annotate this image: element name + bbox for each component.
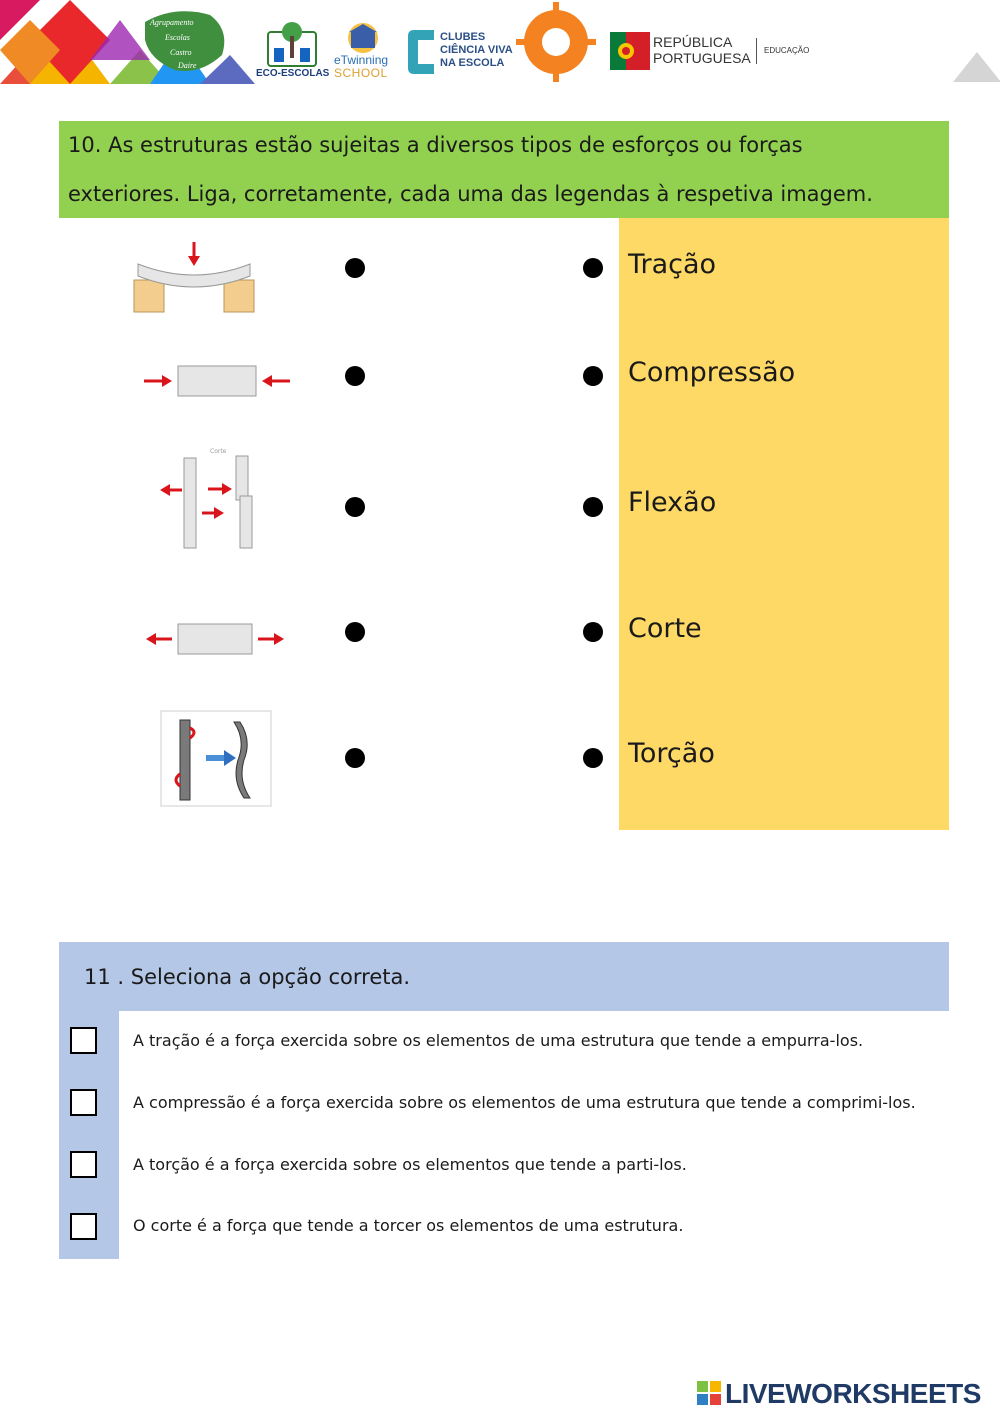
- match-dot-right-4[interactable]: [583, 622, 603, 642]
- match-dot-left-1[interactable]: [345, 258, 365, 278]
- bars-shear-icon: [156, 444, 260, 552]
- bar-compression-icon: [142, 362, 292, 400]
- match-dot-right-1[interactable]: [583, 258, 603, 278]
- gray-triangle-decoration: [953, 52, 1000, 82]
- label-torcao: Torção: [628, 738, 715, 769]
- question-10-text: [68, 121, 928, 219]
- label-corte: Corte: [628, 613, 702, 644]
- label-tracao: Tração: [628, 249, 717, 280]
- label-flexao: Flexão: [628, 487, 717, 518]
- liveworksheets-logo-icon: [697, 1381, 723, 1405]
- question-10-line2: exteriores. Liga, corretamente, cada uma das legendas à respetiva imagem.: [68, 182, 873, 206]
- question-11-title: 11 . Seleciona a opção correta.: [84, 965, 411, 989]
- option-text-1: A tração é a força exercida sobre os elementos de uma estrutura que tende a empurra-los.: [133, 1031, 864, 1050]
- eco-escolas-label: ECO-ESCOLAS: [256, 68, 330, 79]
- question-10-line1: 10. As estruturas estão sujeitas a diversos tipos de esforços ou forças: [68, 133, 803, 157]
- clubes-line3: NA ESCOLA: [440, 57, 505, 69]
- match-dot-right-2[interactable]: [583, 366, 603, 386]
- etwinning-line2: SCHOOL: [334, 66, 388, 80]
- republica-label: [653, 34, 751, 66]
- option-checkbox-3[interactable]: [70, 1151, 97, 1178]
- option-checkbox-4[interactable]: [70, 1213, 97, 1240]
- republica-line1: REPÚBLICA: [653, 34, 733, 50]
- header-banner: [0, 0, 1000, 84]
- svg-text:Daire: Daire: [178, 61, 197, 70]
- educacao-label: EDUCAÇÃO: [764, 46, 810, 55]
- etwinning-logo: [338, 20, 388, 56]
- clubes-c-logo: [404, 24, 440, 80]
- eco-escolas-logo: [262, 18, 322, 68]
- colorful-triangles-logo: [0, 0, 260, 84]
- option-text-4: O corte é a força que tende a torcer os elementos de uma estrutura.: [133, 1216, 684, 1235]
- match-dot-left-3[interactable]: [345, 497, 365, 517]
- clubes-line1: CLUBES: [440, 31, 486, 43]
- pnl-sun-logo: [516, 2, 596, 82]
- label-compressao: Compressão: [628, 357, 796, 388]
- etwinning-line1: eTwinning: [334, 53, 389, 67]
- svg-text:Escolas: Escolas: [165, 33, 190, 42]
- portugal-flag-logo: [608, 26, 652, 76]
- beam-bending-icon: [128, 238, 260, 316]
- match-dot-left-2[interactable]: [345, 366, 365, 386]
- option-checkbox-1[interactable]: [70, 1027, 97, 1054]
- match-dot-left-5[interactable]: [345, 748, 365, 768]
- match-dot-right-3[interactable]: [583, 497, 603, 517]
- liveworksheets-brand: LIVEWORKSHEETS: [725, 1378, 981, 1409]
- option-text-3: A torção é a força exercida sobre os elementos que tende a parti-los.: [133, 1155, 687, 1174]
- match-dot-right-5[interactable]: [583, 748, 603, 768]
- bar-torsion-icon: [160, 710, 274, 808]
- option-checkbox-2[interactable]: [70, 1089, 97, 1116]
- shear-caption: Corte: [210, 448, 227, 455]
- svg-text:Agrupamento: Agrupamento: [150, 18, 194, 27]
- logo-divider: [756, 38, 757, 64]
- clubes-line2: CIÊNCIA VIVA: [440, 44, 513, 56]
- bar-tension-icon: [142, 620, 292, 658]
- svg-text:Castro: Castro: [170, 48, 192, 57]
- clubes-label: [440, 31, 513, 70]
- republica-line2: PORTUGUESA: [653, 50, 751, 66]
- etwinning-label: [334, 54, 388, 80]
- match-dot-left-4[interactable]: [345, 622, 365, 642]
- option-text-2: A compressão é a força exercida sobre os elementos de uma estrutura que tende a comprimi-los.: [133, 1093, 916, 1112]
